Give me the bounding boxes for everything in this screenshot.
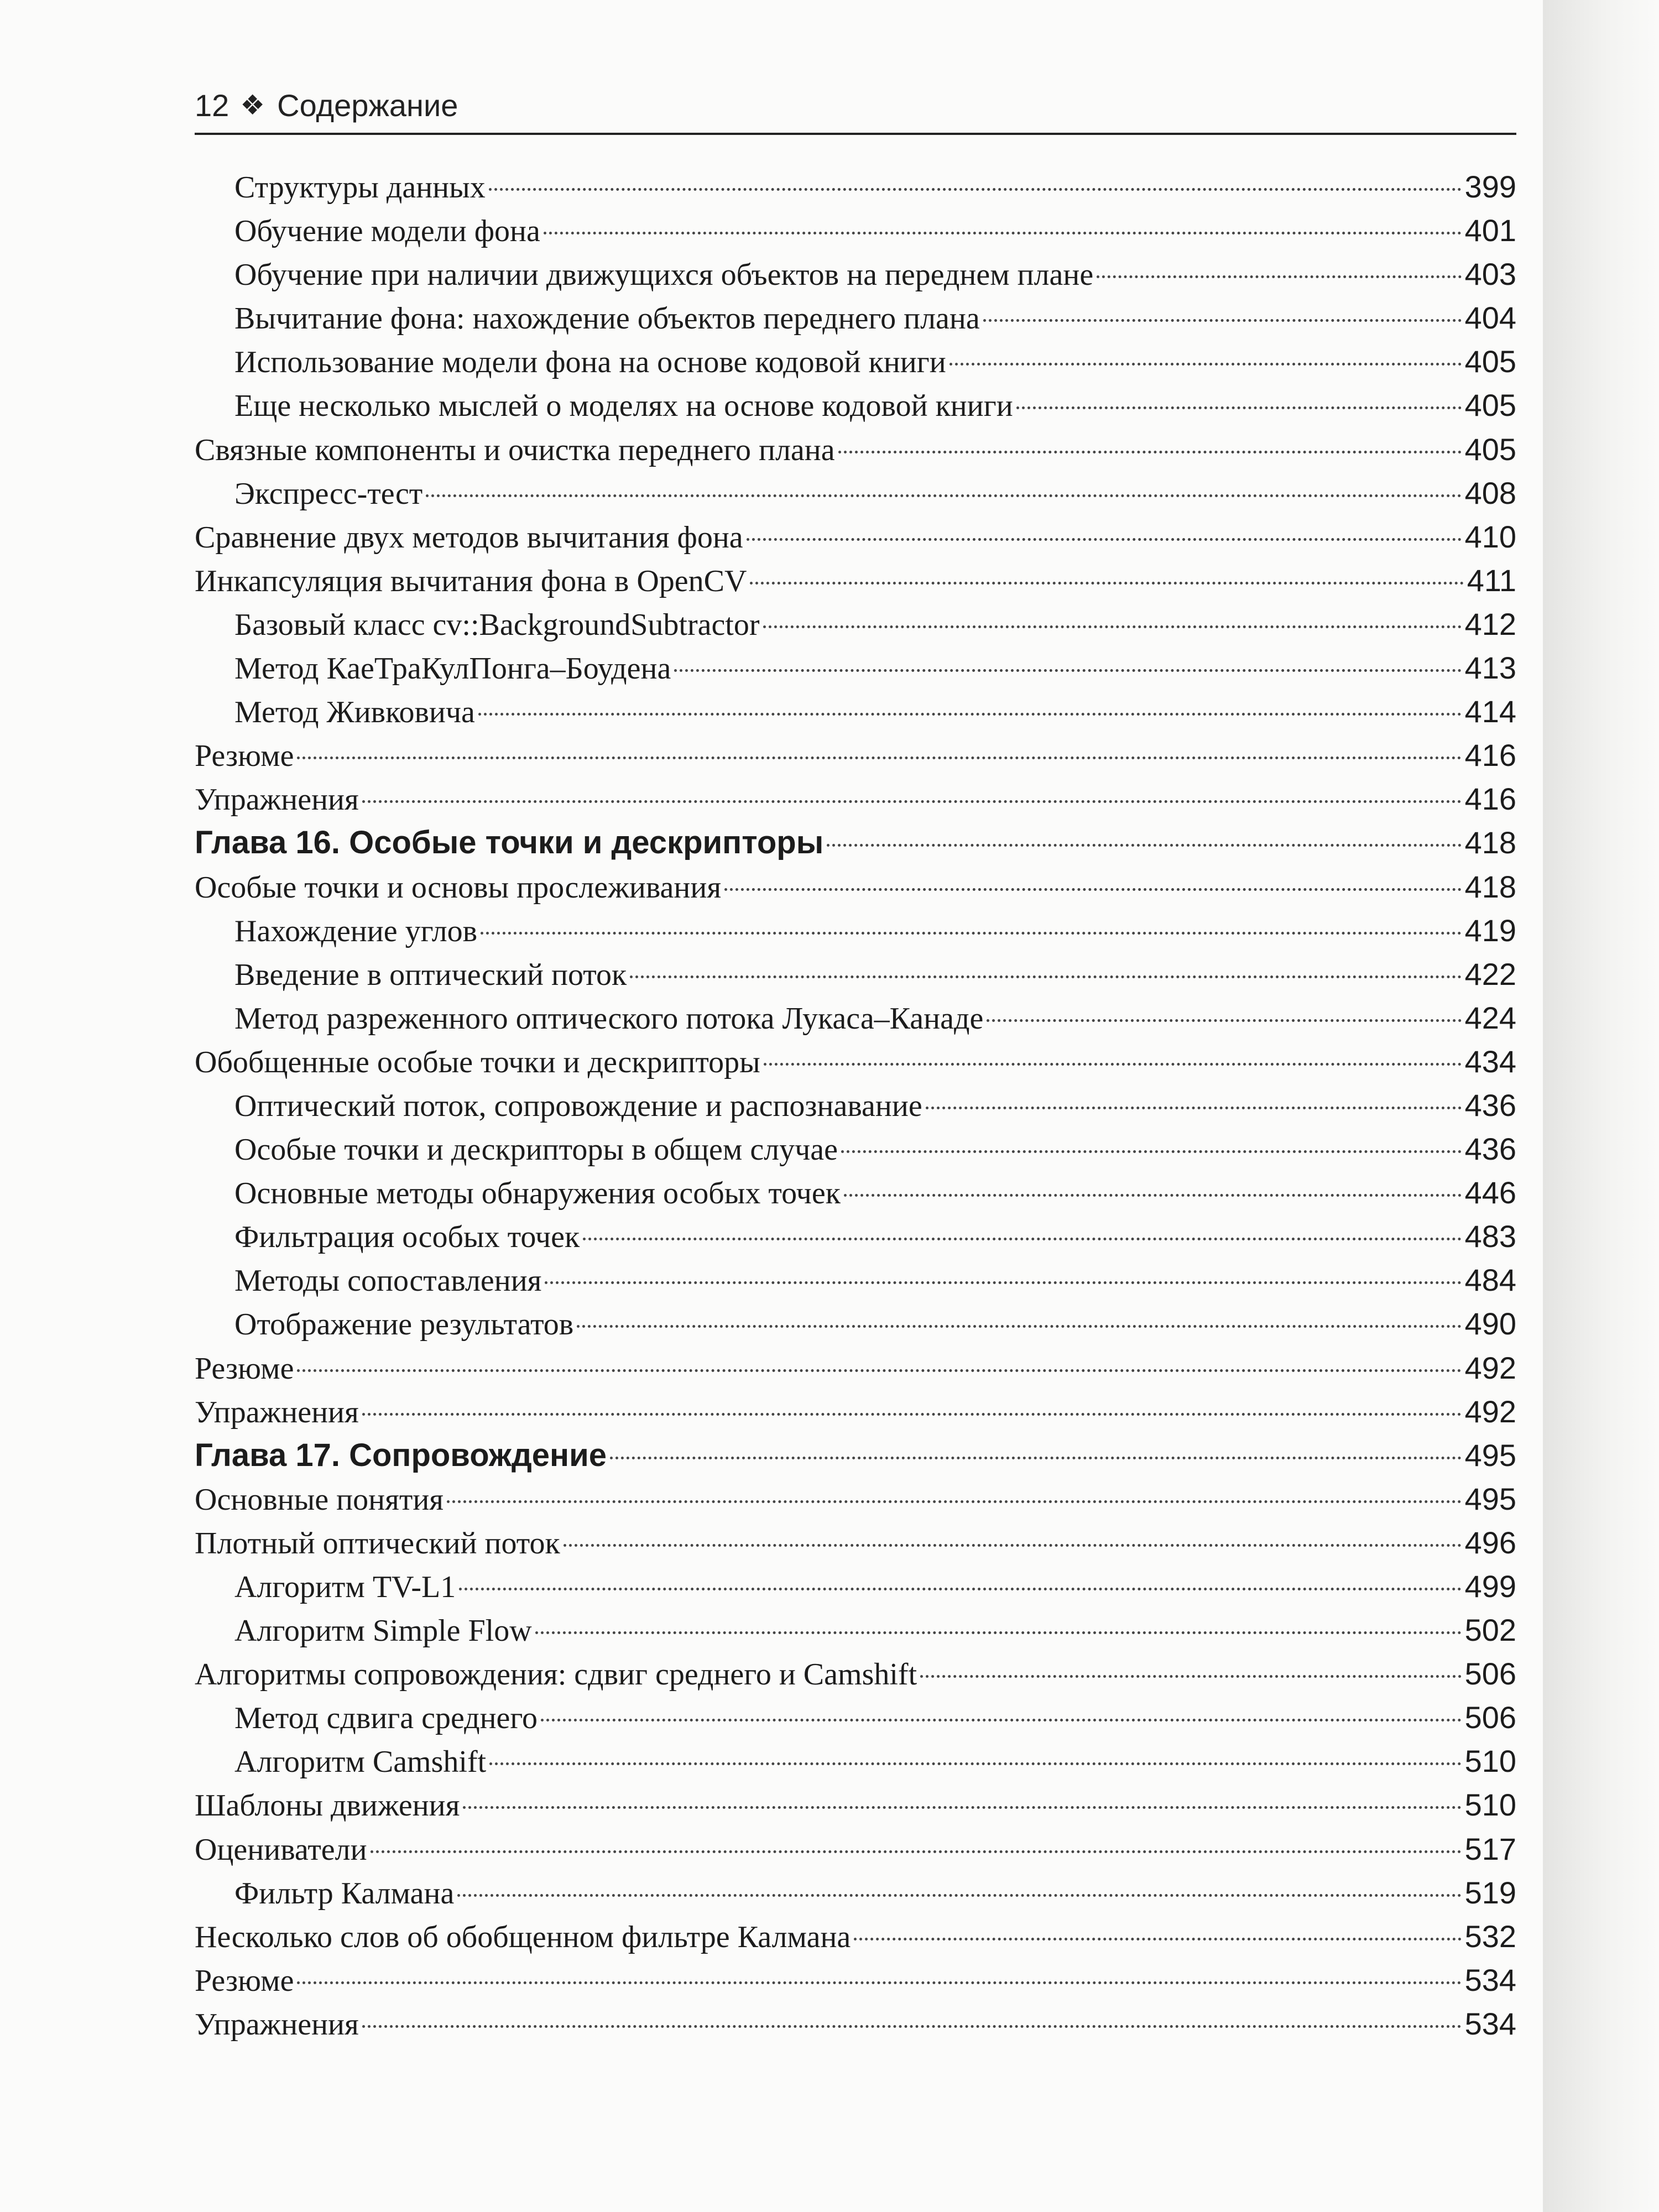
toc-entry-title: Алгоритм Simple Flow bbox=[234, 1614, 532, 1648]
toc-entry bbox=[195, 1783, 1516, 1827]
toc-entry-page: 446 bbox=[1464, 1175, 1516, 1211]
dot-leader bbox=[426, 494, 1461, 497]
toc-entry bbox=[195, 865, 1516, 909]
toc-entry-page: 483 bbox=[1464, 1219, 1516, 1254]
toc-entry bbox=[195, 1695, 1516, 1739]
dot-leader bbox=[541, 1719, 1462, 1721]
dot-leader bbox=[838, 451, 1462, 453]
dot-leader bbox=[297, 1369, 1461, 1372]
toc-entry-page: 506 bbox=[1464, 1700, 1516, 1735]
toc-entry bbox=[195, 471, 1516, 515]
dot-leader bbox=[371, 1850, 1462, 1853]
dot-leader bbox=[827, 844, 1461, 847]
toc-entry bbox=[195, 1083, 1516, 1127]
toc-entry bbox=[195, 1258, 1516, 1302]
toc-entry-page: 416 bbox=[1464, 738, 1516, 773]
toc-entry bbox=[195, 1564, 1516, 1608]
toc-entry-title: Шаблоны движения bbox=[195, 1788, 460, 1823]
dot-leader bbox=[447, 1500, 1462, 1503]
toc-entry-title: Особые точки и основы прослеживания bbox=[195, 870, 722, 905]
toc-entry-page: 534 bbox=[1464, 2006, 1516, 2041]
toc-entry bbox=[195, 1390, 1516, 1433]
dot-leader bbox=[489, 1762, 1461, 1765]
toc-entry-title: Экспресс-тест bbox=[234, 476, 423, 511]
dot-leader bbox=[1016, 406, 1462, 409]
toc-entry-page: 405 bbox=[1464, 344, 1516, 379]
toc-chapter-entry bbox=[195, 1433, 1516, 1477]
toc-entry bbox=[195, 733, 1516, 777]
dot-leader bbox=[926, 1107, 1462, 1109]
dot-leader bbox=[297, 757, 1461, 759]
toc-entry-title: Базовый класс cv::BackgroundSubtractor bbox=[234, 607, 760, 642]
dot-leader bbox=[983, 319, 1462, 322]
dot-leader bbox=[674, 669, 1461, 672]
toc-entry bbox=[195, 1477, 1516, 1521]
toc-entry-title: Введение в оптический поток bbox=[234, 957, 627, 992]
toc-entry-title: Глава 16. Особые точки и дескрипторы bbox=[195, 825, 824, 861]
dot-leader bbox=[844, 1194, 1462, 1197]
toc-entry bbox=[195, 1652, 1516, 1695]
toc-entry bbox=[195, 515, 1516, 559]
toc-entry bbox=[195, 1302, 1516, 1345]
toc-entry-title: Глава 17. Сопровождение bbox=[195, 1437, 607, 1473]
toc-entry-page: 517 bbox=[1464, 1831, 1516, 1866]
dot-leader bbox=[362, 1413, 1462, 1416]
dot-leader bbox=[577, 1325, 1461, 1328]
toc-entry bbox=[195, 1739, 1516, 1783]
toc-entry-title: Использование модели фона на основе кодовой книги bbox=[234, 345, 946, 380]
toc-entry bbox=[195, 1871, 1516, 1914]
toc-entry-title: Упражнения bbox=[195, 2007, 359, 2042]
toc-entry-title: Оптический поток, сопровождение и распознавание bbox=[234, 1088, 922, 1123]
toc-entry bbox=[195, 427, 1516, 471]
page-edge-shadow bbox=[1543, 0, 1659, 2212]
toc-entry-title: Вычитание фона: нахождение объектов переднего плана bbox=[234, 301, 980, 336]
dot-leader bbox=[564, 1544, 1462, 1547]
toc-entry-page: 532 bbox=[1464, 1918, 1516, 1954]
toc-entry-title: Резюме bbox=[195, 1351, 294, 1386]
dot-leader bbox=[545, 1281, 1461, 1284]
toc-entry-page: 405 bbox=[1464, 431, 1516, 467]
toc-entry-page: 403 bbox=[1464, 257, 1516, 292]
toc-entry-title: Обучение при наличии движущихся объектов на переднем плане bbox=[234, 258, 1094, 293]
toc-entry bbox=[195, 1914, 1516, 1958]
running-header bbox=[195, 77, 1516, 135]
toc-entry-page: 411 bbox=[1467, 562, 1516, 598]
toc-entry-page: 401 bbox=[1464, 213, 1516, 248]
section-title: Содержание bbox=[277, 87, 458, 123]
toc-entry-page: 436 bbox=[1464, 1131, 1516, 1167]
toc-entry-title: Метод разреженного оптического потока Лукаса–Канаде bbox=[234, 1001, 984, 1036]
toc-entry-title: Методы сопоставления bbox=[234, 1264, 542, 1298]
toc-entry-title: Инкапсуляция вычитания фона в OpenCV bbox=[195, 564, 747, 598]
toc-entry-page: 495 bbox=[1464, 1481, 1516, 1516]
dot-leader bbox=[489, 188, 1462, 191]
dot-leader bbox=[362, 800, 1462, 803]
toc-entry-title: Алгоритм TV-L1 bbox=[234, 1570, 456, 1604]
dot-leader bbox=[987, 1019, 1461, 1022]
toc-entry-page: 492 bbox=[1464, 1394, 1516, 1429]
toc-entry-page: 414 bbox=[1464, 694, 1516, 729]
toc-entry bbox=[195, 909, 1516, 952]
toc-entry-title: Алгоритм Camshift bbox=[234, 1745, 487, 1780]
toc-entry-title: Основные понятия bbox=[195, 1482, 444, 1517]
toc-entry-page: 534 bbox=[1464, 1962, 1516, 1997]
toc-entry-title: Обобщенные особые точки и дескрипторы bbox=[195, 1045, 760, 1079]
toc-entry-page: 399 bbox=[1464, 169, 1516, 204]
toc-entry-page: 405 bbox=[1464, 388, 1516, 423]
toc-entry-title: Нахождение углов bbox=[234, 914, 478, 948]
dot-leader bbox=[750, 582, 1463, 585]
toc-entry-page: 484 bbox=[1464, 1262, 1516, 1298]
toc-entry-title: Плотный оптический поток bbox=[195, 1526, 560, 1561]
toc-entry-title: Резюме bbox=[195, 1963, 294, 1998]
toc-entry-page: 418 bbox=[1464, 825, 1516, 860]
toc-entry bbox=[195, 383, 1516, 427]
toc-entry-title: Оцениватели bbox=[195, 1832, 367, 1867]
dot-leader bbox=[457, 1894, 1461, 1897]
toc-entry-title: Еще несколько мыслей о моделях на основе кодовой книги bbox=[234, 389, 1013, 424]
toc-entry-title: Обучение модели фона bbox=[234, 214, 540, 249]
toc-entry-title: Метод КаеТраКулПонга–Боудена bbox=[234, 651, 671, 686]
toc-entry bbox=[195, 1346, 1516, 1390]
toc-entry bbox=[195, 340, 1516, 383]
toc-entry-page: 510 bbox=[1464, 1744, 1516, 1779]
dot-leader bbox=[920, 1675, 1461, 1678]
toc-entry-page: 434 bbox=[1464, 1044, 1516, 1079]
dot-leader bbox=[950, 363, 1462, 366]
toc-entry-page: 495 bbox=[1464, 1437, 1516, 1473]
toc-entry-title: Упражнения bbox=[195, 1395, 359, 1430]
dot-leader bbox=[610, 1457, 1462, 1459]
dot-leader bbox=[478, 713, 1462, 716]
toc-entry-page: 510 bbox=[1464, 1787, 1516, 1823]
toc-entry-title: Фильтрация особых точек bbox=[234, 1220, 580, 1255]
toc-entry bbox=[195, 1214, 1516, 1258]
toc-entry bbox=[195, 1608, 1516, 1652]
toc-entry bbox=[195, 208, 1516, 252]
toc-entry-title: Отображение результатов bbox=[234, 1307, 574, 1342]
toc-entry-title: Связные компоненты и очистка переднего плана bbox=[195, 432, 835, 467]
dot-leader bbox=[297, 1981, 1461, 1984]
toc-entry-page: 412 bbox=[1464, 606, 1516, 641]
toc-entry-title: Фильтр Калмана bbox=[234, 1876, 455, 1911]
toc-entry-page: 418 bbox=[1464, 869, 1516, 904]
dot-leader bbox=[841, 1150, 1462, 1153]
toc-entry-title: Сравнение двух методов вычитания фона bbox=[195, 520, 743, 555]
toc-entry-page: 416 bbox=[1464, 781, 1516, 817]
toc-entry-title: Основные методы обнаружения особых точек bbox=[234, 1176, 841, 1211]
toc-entry-title: Упражнения bbox=[195, 782, 359, 817]
toc-entry bbox=[195, 1958, 1516, 2002]
toc-entry bbox=[195, 1521, 1516, 1564]
toc-entry bbox=[195, 2002, 1516, 2046]
dot-leader bbox=[763, 625, 1462, 628]
dot-leader bbox=[463, 1806, 1461, 1809]
dot-leader bbox=[747, 538, 1462, 541]
table-of-contents bbox=[195, 165, 1516, 2046]
toc-entry-title: Алгоритмы сопровождения: сдвиг среднего и Camshift bbox=[195, 1657, 917, 1692]
toc-entry-title: Метод Живковича bbox=[234, 695, 475, 730]
toc-entry-page: 413 bbox=[1464, 650, 1516, 686]
diamond-ornament-icon: ❖ bbox=[240, 90, 265, 121]
toc-entry bbox=[195, 646, 1516, 690]
toc-entry-page: 490 bbox=[1464, 1306, 1516, 1342]
toc-entry-page: 506 bbox=[1464, 1656, 1516, 1692]
toc-entry-title: Особые точки и дескрипторы в общем случае bbox=[234, 1133, 838, 1167]
toc-entry-page: 404 bbox=[1464, 300, 1516, 336]
toc-entry bbox=[195, 1827, 1516, 1871]
toc-entry bbox=[195, 296, 1516, 340]
dot-leader bbox=[544, 232, 1462, 234]
dot-leader bbox=[764, 1063, 1462, 1066]
toc-entry bbox=[195, 165, 1516, 208]
toc-entry bbox=[195, 1127, 1516, 1171]
toc-chapter-entry bbox=[195, 821, 1516, 864]
toc-entry-page: 492 bbox=[1464, 1350, 1516, 1385]
toc-entry bbox=[195, 996, 1516, 1040]
toc-entry-page: 419 bbox=[1464, 912, 1516, 948]
page-number: 12 bbox=[195, 87, 229, 123]
dot-leader bbox=[535, 1631, 1462, 1634]
toc-entry-page: 410 bbox=[1464, 519, 1516, 554]
toc-entry-page: 499 bbox=[1464, 1569, 1516, 1604]
dot-leader bbox=[362, 2025, 1462, 2028]
toc-entry bbox=[195, 1171, 1516, 1214]
toc-entry-page: 502 bbox=[1464, 1613, 1516, 1648]
toc-entry-title: Резюме bbox=[195, 739, 294, 774]
toc-entry-page: 436 bbox=[1464, 1087, 1516, 1123]
toc-entry-page: 496 bbox=[1464, 1525, 1516, 1560]
toc-entry bbox=[195, 602, 1516, 646]
dot-leader bbox=[724, 888, 1461, 891]
toc-entry bbox=[195, 952, 1516, 996]
toc-entry-page: 408 bbox=[1464, 475, 1516, 510]
toc-entry-page: 519 bbox=[1464, 1875, 1516, 1910]
dot-leader bbox=[1097, 275, 1461, 278]
toc-entry bbox=[195, 777, 1516, 821]
toc-entry-title: Несколько слов об обобщенном фильтре Калмана bbox=[195, 1919, 851, 1954]
toc-entry-title: Структуры данных bbox=[234, 170, 486, 205]
dot-leader bbox=[583, 1238, 1461, 1240]
toc-entry bbox=[195, 252, 1516, 296]
toc-entry-title: Метод сдвига среднего bbox=[234, 1701, 538, 1736]
dot-leader bbox=[854, 1938, 1461, 1940]
dot-leader bbox=[481, 932, 1461, 935]
toc-entry bbox=[195, 690, 1516, 733]
toc-entry bbox=[195, 1040, 1516, 1083]
toc-entry bbox=[195, 559, 1516, 602]
dot-leader bbox=[459, 1588, 1461, 1590]
dot-leader bbox=[630, 975, 1461, 978]
toc-entry-page: 424 bbox=[1464, 1000, 1516, 1035]
toc-entry-page: 422 bbox=[1464, 956, 1516, 992]
